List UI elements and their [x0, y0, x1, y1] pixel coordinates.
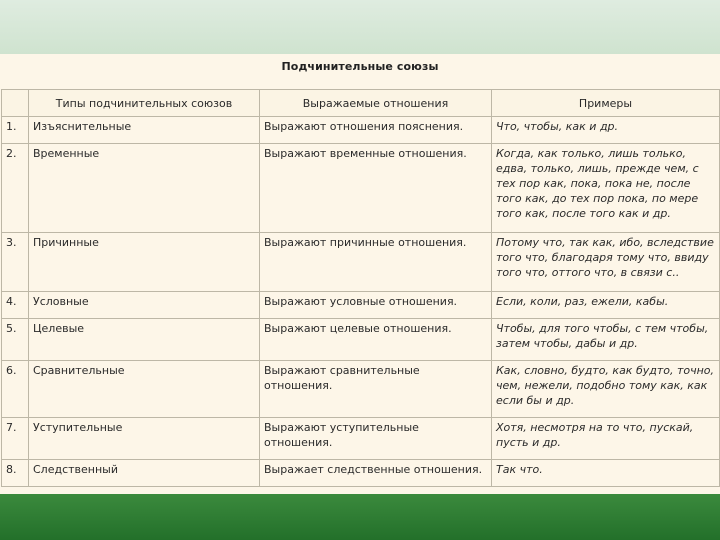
table-row: [2, 460, 720, 487]
table-row: [2, 361, 720, 418]
row-type: Условные: [29, 292, 260, 319]
row-type: Изъяснительные: [29, 117, 260, 144]
table-row: [2, 292, 720, 319]
row-num: 7.: [2, 418, 29, 460]
row-relation: Выражают условные отношения.: [260, 292, 492, 319]
row-relation: Выражают сравнительные отношения.: [260, 361, 492, 418]
row-type: Целевые: [29, 319, 260, 361]
table-header-row: [2, 90, 720, 117]
row-examples: Если, коли, раз, ежели, кабы.: [492, 292, 720, 319]
row-num: 5.: [2, 319, 29, 361]
row-num: 3.: [2, 233, 29, 292]
bottom-decorative-band: [0, 494, 720, 540]
row-examples: Чтобы, для того чтобы, с тем чтобы, затем чтобы, дабы и др.: [492, 319, 720, 361]
row-num: 2.: [2, 144, 29, 233]
row-examples: Когда, как только, лишь только, едва, только, лишь, прежде чем, с тех пор как, пока, пока не, после того как, до тех пор пока, по мере того как, после того как и др.: [492, 144, 720, 233]
slide: [0, 54, 720, 494]
top-decorative-band: [0, 0, 720, 54]
row-num: 6.: [2, 361, 29, 418]
row-type: Уступительные: [29, 418, 260, 460]
row-num: 8.: [2, 460, 29, 487]
conjunctions-table: [1, 89, 720, 487]
row-num: 1.: [2, 117, 29, 144]
table-row: [2, 233, 720, 292]
table-row: [2, 117, 720, 144]
header-relations: Выражаемые отношения: [260, 90, 492, 117]
row-examples: Хотя, несмотря на то что, пускай, пусть и др.: [492, 418, 720, 460]
row-relation: Выражают целевые отношения.: [260, 319, 492, 361]
header-num: [2, 90, 29, 117]
row-examples: Потому что, так как, ибо, вследствие того что, благодаря тому что, ввиду того что, оттого что, в связи с..: [492, 233, 720, 292]
row-num: 4.: [2, 292, 29, 319]
table-row: [2, 418, 720, 460]
row-relation: Выражают отношения пояснения.: [260, 117, 492, 144]
row-relation: Выражают уступительные отношения.: [260, 418, 492, 460]
row-type: Причинные: [29, 233, 260, 292]
row-examples: Как, словно, будто, как будто, точно, чем, нежели, подобно тому как, как если бы и др.: [492, 361, 720, 418]
row-relation: Выражает следственные отношения.: [260, 460, 492, 487]
header-type: Типы подчинительных союзов: [29, 90, 260, 117]
row-type: Сравнительные: [29, 361, 260, 418]
row-type: Временные: [29, 144, 260, 233]
table-row: [2, 319, 720, 361]
row-relation: Выражают временные отношения.: [260, 144, 492, 233]
page-title: Подчинительные союзы: [281, 60, 439, 73]
row-examples: Что, чтобы, как и др.: [492, 117, 720, 144]
row-type: Следственный: [29, 460, 260, 487]
row-relation: Выражают причинные отношения.: [260, 233, 492, 292]
table-row: [2, 144, 720, 233]
header-examples: Примеры: [492, 90, 720, 117]
row-examples: Так что.: [492, 460, 720, 487]
